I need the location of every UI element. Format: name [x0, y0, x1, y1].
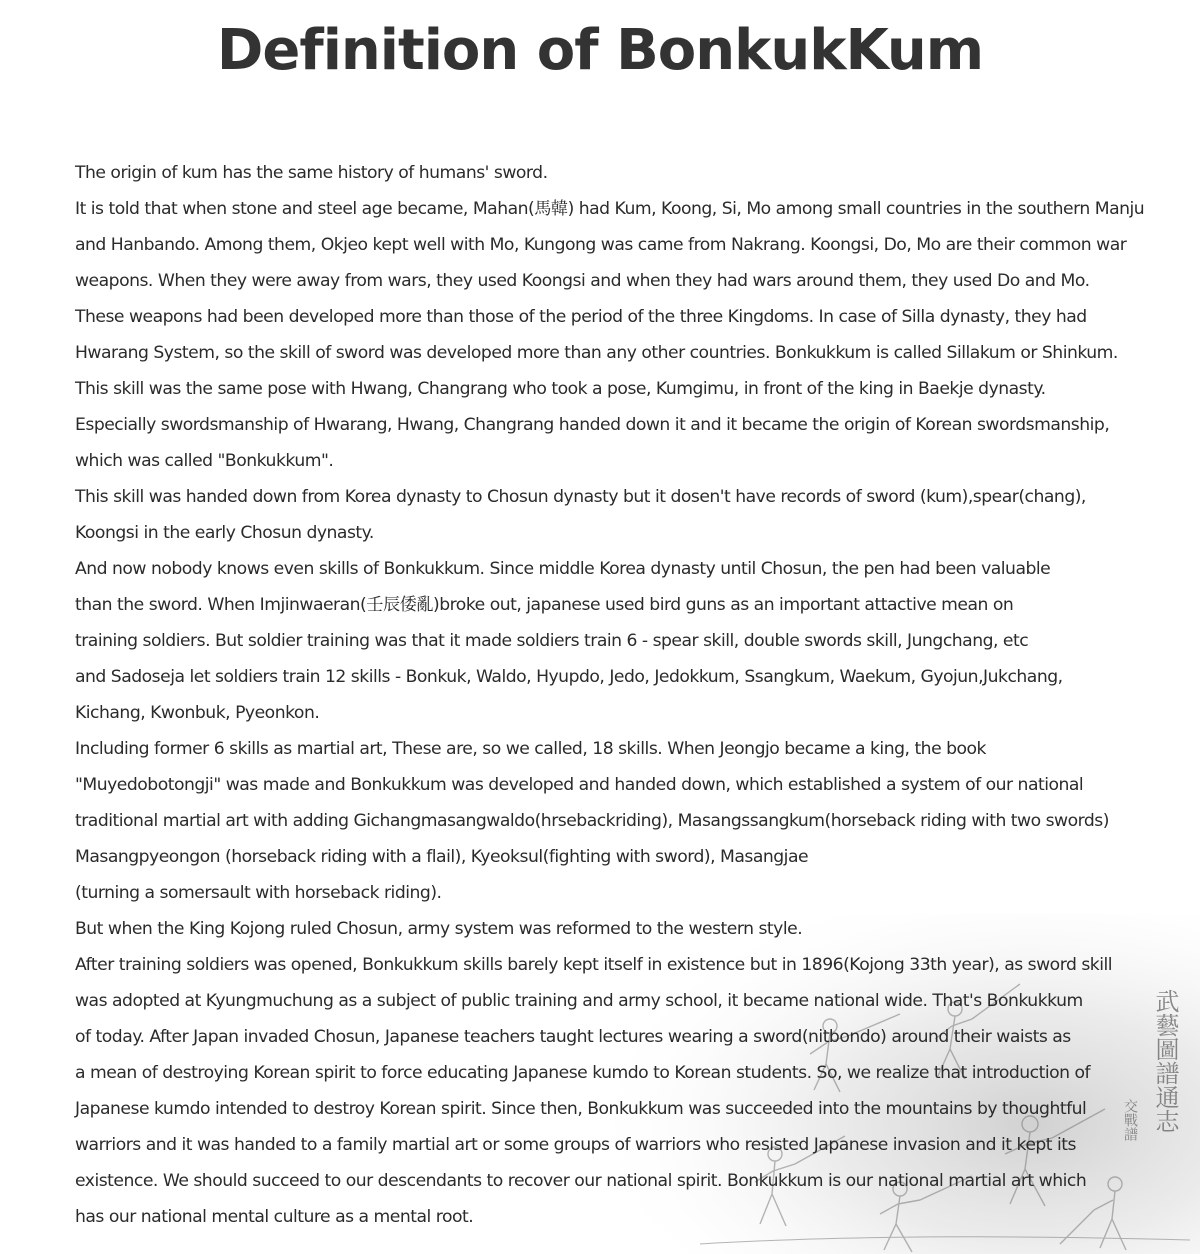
- body-line: The origin of kum has the same history of humans' sword.: [75, 163, 548, 183]
- body-line: and Sadoseja let soldiers train 12 skills - Bonkuk, Waldo, Hyupdo, Jedo, Jedokkum, Ssangkum, Waekum, Gyojun,Jukchang,: [75, 667, 1063, 687]
- body-line: warriors and it was handed to a family martial art or some groups of warriors who resisted Japanese invasion and it kept its: [75, 1135, 1076, 1155]
- calligraphy-sub: 交戰譜: [1122, 1099, 1138, 1141]
- body-line: And now nobody knows even skills of Bonkukkum. Since middle Korea dynasty until Chosun, the pen had been valuable: [75, 559, 1051, 579]
- body-line: Including former 6 skills as martial art, These are, so we called, 18 skills. When Jeongjo became a king, the book: [75, 739, 987, 759]
- body-line: has our national mental culture as a mental root.: [75, 1207, 474, 1227]
- body-line: Kichang, Kwonbuk, Pyeonkon.: [75, 703, 320, 723]
- body-line: and Hanbando. Among them, Okjeo kept well with Mo, Kungong was came from Nakrang. Koongsi, Do, Mo are their common war: [75, 235, 1127, 255]
- body-line: which was called "Bonkukkum".: [75, 451, 334, 471]
- body-line: After training soldiers was opened, Bonkukkum skills barely kept itself in existence but in 1896(Kojong 33th year), as sword skill: [75, 955, 1113, 975]
- body-line: traditional martial art with adding Gichangmasangwaldo(hrsebackriding), Masangssangkum(horseback riding with two swords): [75, 811, 1109, 831]
- body-line: It is told that when stone and steel age became, Mahan(馬韓) had Kum, Koong, Si, Mo among small countries in the southern Manju: [75, 199, 1145, 219]
- body-line: (turning a somersault with horseback riding).: [75, 883, 442, 903]
- body-line: Koongsi in the early Chosun dynasty.: [75, 523, 374, 543]
- body-line: than the sword. When Imjinwaeran(壬辰倭亂)broke out, japanese used bird guns as an important attactive mean on: [75, 595, 1014, 615]
- calligraphy-main: 武藝圖譜通志: [1151, 989, 1179, 1133]
- body-line: This skill was the same pose with Hwang, Changrang who took a pose, Kumgimu, in front of the king in Baekje dynasty.: [75, 379, 1046, 399]
- body-line: Masangpyeongon (horseback riding with a flail), Kyeoksul(fighting with sword), Masangjae: [75, 847, 809, 867]
- body-line: But when the King Kojong ruled Chosun, army system was reformed to the western style.: [75, 919, 803, 939]
- body-line: This skill was handed down from Korea dynasty to Chosun dynasty but it dosen't have records of sword (kum),spear(chang),: [75, 487, 1086, 507]
- body-line: Hwarang System, so the skill of sword was developed more than any other countries. Bonkukkum is called Sillakum or Shinkum.: [75, 343, 1118, 363]
- body-line: Japanese kumdo intended to destroy Korean spirit. Since then, Bonkukkum was succeeded into the mountains by thoughtful: [75, 1099, 1087, 1119]
- body-line: was adopted at Kyungmuchung as a subject of public training and army school, it became national wide. That's Bonkukkum: [75, 991, 1083, 1011]
- body-line: training soldiers. But soldier training was that it made soldiers train 6 - spear skill, double swords skill, Jungchang, etc: [75, 631, 1029, 651]
- body-text: [75, 155, 1190, 1235]
- body-line: Especially swordsmanship of Hwarang, Hwang, Changrang handed down it and it became the origin of Korean swordsmanship,: [75, 415, 1110, 435]
- body-line: These weapons had been developed more than those of the period of the three Kingdoms. In case of Silla dynasty, they had: [75, 307, 1087, 327]
- body-line: weapons. When they were away from wars, they used Koongsi and when they had wars around them, they used Do and Mo.: [75, 271, 1090, 291]
- body-line: of today. After Japan invaded Chosun, Japanese teachers taught lectures wearing a sword(nitbondo) around their waists as: [75, 1027, 1071, 1047]
- body-line: a mean of destroying Korean spirit to force educating Japanese kumdo to Korean students. So, we realize that introduction of: [75, 1063, 1091, 1083]
- body-line: "Muyedobotongji" was made and Bonkukkum was developed and handed down, which established a system of our national: [75, 775, 1084, 795]
- page-title: Definition of BonkukKum: [216, 18, 984, 83]
- body-line: existence. We should succeed to our descendants to recover our national spirit. Bonkukkum is our national martial art which: [75, 1171, 1087, 1191]
